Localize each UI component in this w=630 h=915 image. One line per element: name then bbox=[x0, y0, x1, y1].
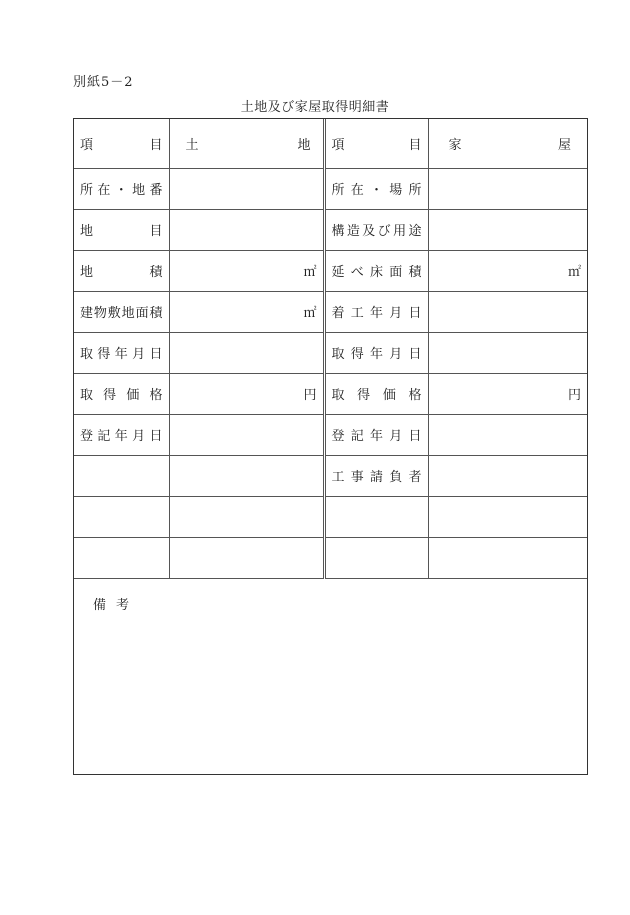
land-unit: 円 bbox=[303, 388, 317, 403]
land-value-cell[interactable] bbox=[169, 291, 324, 332]
table-row bbox=[74, 168, 587, 209]
header-item-label-right: 項 目 bbox=[324, 119, 428, 168]
table-row bbox=[74, 332, 587, 373]
left-item-label bbox=[74, 496, 169, 537]
right-item-label: 所 在 ・ 場 所 bbox=[324, 168, 428, 209]
table-row bbox=[74, 455, 587, 496]
house-value-cell[interactable] bbox=[428, 537, 587, 578]
land-value-cell[interactable] bbox=[169, 414, 324, 455]
land-value-cell[interactable] bbox=[169, 168, 324, 209]
header-row bbox=[74, 119, 587, 168]
house-unit: 円 bbox=[567, 388, 581, 403]
left-item-label: 建 物 敷 地 面 積 bbox=[74, 291, 169, 332]
right-item-label: 着 工 年 月 日 bbox=[324, 291, 428, 332]
left-item-label: 所 在 ・ 地 番 bbox=[74, 168, 169, 209]
detail-form bbox=[73, 118, 588, 775]
house-value-cell[interactable] bbox=[428, 332, 587, 373]
house-value-cell[interactable] bbox=[428, 455, 587, 496]
house-value-cell[interactable] bbox=[428, 168, 587, 209]
land-unit: ㎡ bbox=[303, 306, 317, 321]
attachment-number: 別紙5－2 bbox=[73, 75, 134, 90]
left-item-label bbox=[74, 455, 169, 496]
land-value-cell[interactable] bbox=[169, 537, 324, 578]
right-item-label: 取 得 年 月 日 bbox=[324, 332, 428, 373]
left-item-label: 登 記 年 月 日 bbox=[74, 414, 169, 455]
house-value-cell[interactable] bbox=[428, 414, 587, 455]
header-item-label-left: 項 目 bbox=[74, 119, 169, 168]
house-value-cell[interactable] bbox=[428, 373, 587, 414]
land-value-cell[interactable] bbox=[169, 373, 324, 414]
header-land: 土 地 bbox=[169, 119, 324, 168]
table-body bbox=[74, 119, 587, 578]
right-item-label: 構 造 及 び 用 途 bbox=[324, 209, 428, 250]
detail-table bbox=[74, 119, 587, 579]
land-value-cell[interactable] bbox=[169, 209, 324, 250]
table-row bbox=[74, 373, 587, 414]
left-item-label bbox=[74, 537, 169, 578]
house-value-cell[interactable] bbox=[428, 496, 587, 537]
right-item-label bbox=[324, 537, 428, 578]
right-item-label: 登 記 年 月 日 bbox=[324, 414, 428, 455]
land-unit: ㎡ bbox=[303, 265, 317, 280]
table-row bbox=[74, 496, 587, 537]
house-value-cell[interactable] bbox=[428, 291, 587, 332]
right-item-label bbox=[324, 496, 428, 537]
house-value-cell[interactable] bbox=[428, 250, 587, 291]
document-title: 土地及び家屋取得明細書 bbox=[240, 100, 390, 115]
left-item-label: 取 得 年 月 日 bbox=[74, 332, 169, 373]
land-value-cell[interactable] bbox=[169, 455, 324, 496]
table-row bbox=[74, 291, 587, 332]
remarks-section[interactable] bbox=[74, 585, 587, 774]
header-house: 家 屋 bbox=[428, 119, 587, 168]
right-item-label: 工 事 請 負 者 bbox=[324, 455, 428, 496]
land-value-cell[interactable] bbox=[169, 250, 324, 291]
right-item-label: 延 べ 床 面 積 bbox=[324, 250, 428, 291]
table-row bbox=[74, 414, 587, 455]
table-row bbox=[74, 537, 587, 578]
left-item-label: 地 積 bbox=[74, 250, 169, 291]
house-value-cell[interactable] bbox=[428, 209, 587, 250]
right-item-label: 取 得 価 格 bbox=[324, 373, 428, 414]
remarks-label: 備考 bbox=[93, 598, 140, 613]
land-value-cell[interactable] bbox=[169, 496, 324, 537]
table-row bbox=[74, 209, 587, 250]
table-row bbox=[74, 250, 587, 291]
land-value-cell[interactable] bbox=[169, 332, 324, 373]
left-item-label: 取 得 価 格 bbox=[74, 373, 169, 414]
left-item-label: 地 目 bbox=[74, 209, 169, 250]
house-unit: ㎡ bbox=[567, 265, 581, 280]
